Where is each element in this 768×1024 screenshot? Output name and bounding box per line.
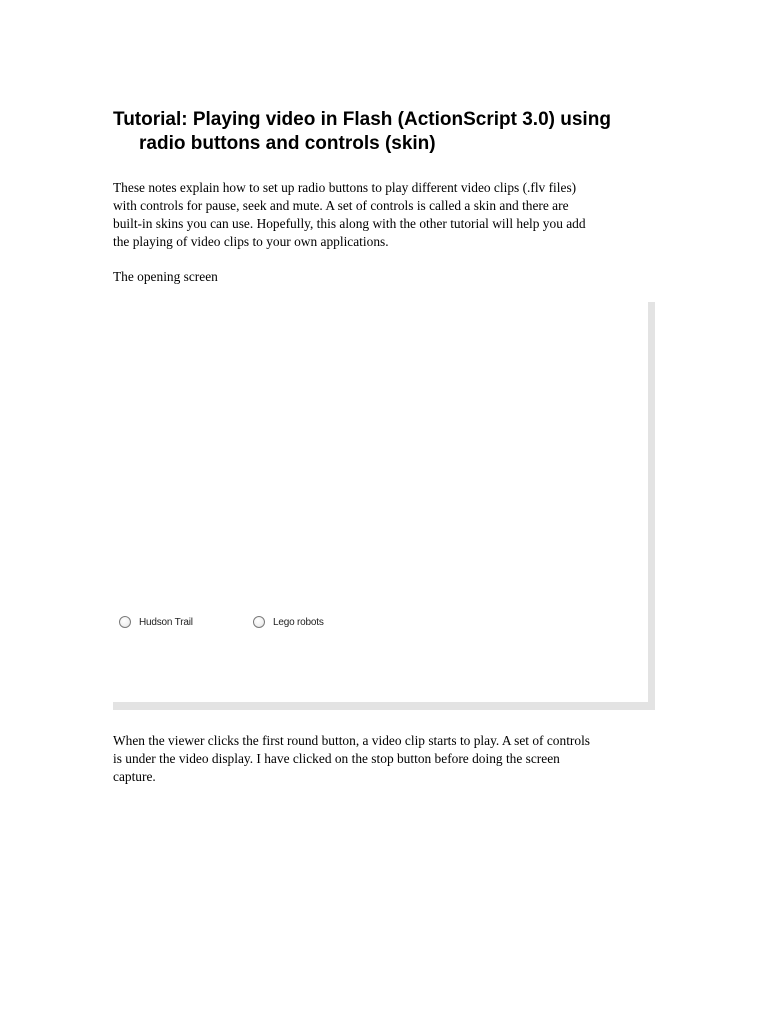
radio-lego-robots[interactable] (253, 616, 324, 628)
radio-label: Hudson Trail (139, 616, 193, 628)
radio-circle-icon[interactable] (119, 616, 131, 628)
title-line-2: radio buttons and controls (skin) (139, 133, 436, 154)
intro-paragraph: These notes explain how to set up radio buttons to play different video clips (.flv files) with controls for pause, seek and mute. A set of controls is called a skin and there are built-in skins you can use. Hopefully, this along with the other tutorial will help you add the playing of video clips to your own applications. (113, 180, 586, 249)
radio-label: Lego robots (273, 616, 324, 628)
page-title (113, 108, 673, 156)
radio-circle-icon[interactable] (253, 616, 265, 628)
after-screenshot-paragraph: When the viewer clicks the first round button, a video clip starts to play. A set of controls is under the video display. I have clicked on the stop button before doing the screen capture. (113, 733, 590, 784)
opening-screen-screenshot (113, 302, 655, 710)
opening-screen-caption: The opening screen (113, 269, 218, 284)
title-line-1: Tutorial: Playing video in Flash (ActionScript 3.0) using (113, 109, 611, 130)
flash-stage (113, 302, 648, 702)
radio-hudson-trail[interactable] (119, 616, 193, 628)
